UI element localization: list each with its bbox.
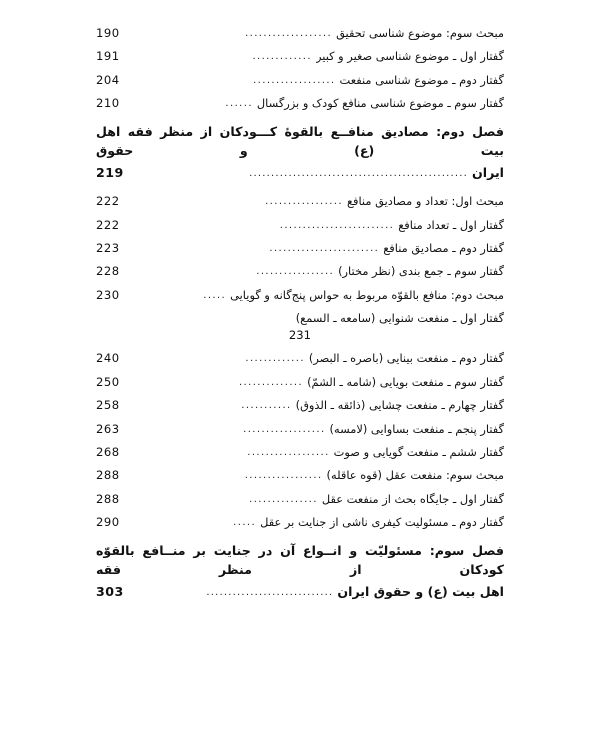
toc-leader: .............................	[206, 587, 334, 599]
toc-entry-title: گفتار اول ـ جایگاه بحث از منفعت عقل	[321, 491, 504, 506]
toc-leader: ..................	[243, 423, 326, 435]
toc-entry-page: 240	[96, 351, 120, 366]
toc-entry-page: 223	[96, 240, 120, 255]
toc-entry-page: 288	[96, 468, 120, 483]
toc-leader: ..................	[253, 74, 336, 86]
toc-entry-page: 290	[96, 515, 120, 530]
toc-entry[interactable]	[96, 49, 504, 64]
toc-entry-title: گفتار دوم ـ موضوع شناسی منفعت	[339, 72, 504, 87]
toc-entry[interactable]	[96, 218, 504, 233]
toc-leader: ...............	[249, 493, 318, 505]
toc-chapter-title-line2-row	[96, 583, 504, 602]
toc-entry[interactable]	[96, 422, 504, 437]
toc-chapter-entry[interactable]	[96, 123, 504, 183]
toc-entry[interactable]	[96, 375, 504, 390]
toc-entry-page: 268	[96, 445, 120, 459]
toc-chapter-title-line2-row	[96, 164, 504, 183]
toc-leader: ..............	[238, 376, 304, 388]
toc-entry-page: 303	[96, 584, 124, 600]
toc-entry-page: 191	[96, 49, 120, 64]
toc-entry-page: 228	[96, 264, 120, 279]
toc-chapter-title-line2: ایران	[472, 165, 504, 181]
toc-entry-page: 204	[96, 72, 120, 87]
toc-entry[interactable]	[96, 398, 504, 413]
toc-entry[interactable]	[96, 288, 504, 303]
toc-leader: .....	[233, 517, 257, 529]
toc-leader: .................	[265, 196, 343, 208]
toc-entry[interactable]	[96, 194, 504, 209]
toc-entry-page: 219	[96, 165, 124, 181]
toc-entry-page: 263	[96, 421, 120, 436]
toc-leader: ...........	[241, 400, 292, 412]
toc-entry-title: گفتار دوم ـ مصادیق منافع	[383, 240, 504, 255]
toc-entry-page: 230	[96, 287, 120, 302]
toc-entry[interactable]	[96, 492, 504, 507]
toc-entry[interactable]	[96, 264, 504, 279]
toc-leader: ..................	[247, 447, 330, 458]
toc-entry-title: مبحث اول: تعداد و مصادیق منافع	[346, 194, 504, 209]
toc-leader: .................	[256, 266, 335, 278]
toc-entry-page: 288	[96, 491, 120, 506]
toc-entry-title: گفتار اول ـ تعداد منافع	[398, 217, 504, 232]
toc-leader: .................	[244, 470, 323, 482]
toc-entry-title: مبحث سوم: منفعت عقل (قوه عاقله)	[326, 468, 504, 483]
toc-leader: .............	[245, 353, 305, 365]
toc-entry-page: 190	[96, 26, 120, 40]
toc-entry[interactable]	[96, 311, 504, 343]
toc-entry-page: 258	[96, 398, 120, 413]
toc-entry-title: گفتار سوم ـ موضوع شناسی منافع کودک و بزرگسال	[256, 96, 504, 111]
toc-entry-page: 210	[96, 96, 120, 111]
toc-entry-page: 231	[288, 328, 312, 343]
toc-leader: ...................	[245, 28, 333, 39]
toc-entry-title: مبحث دوم: منافع بالقوّه مربوط به حواس پنج‌گانه و گویایی	[230, 287, 504, 302]
toc-entry-title: گفتار دوم ـ منفعت بینایی (باصره ـ البصر)	[308, 351, 504, 366]
toc-entry-title: مبحث سوم: موضوع شناسی تحقیق	[336, 26, 504, 40]
toc-entry[interactable]	[96, 241, 504, 256]
toc-leader: .............	[252, 51, 312, 63]
toc-entry-title: گفتار دوم ـ مسئولیت کیفری ناشی از جنایت بر عقل	[260, 515, 504, 530]
toc-leader: ..................................................	[249, 168, 469, 180]
toc-entry-page: 250	[96, 374, 120, 389]
toc-entry-page: 222	[96, 217, 120, 232]
table-of-contents	[96, 26, 504, 602]
toc-entry-title: گفتار پنجم ـ منفعت بساوایی (لامسه)	[329, 421, 504, 436]
toc-entry-page: 222	[96, 194, 120, 209]
toc-entry-title: گفتار سوم ـ منفعت بویایی (شامه ـ الشمّ)	[307, 374, 504, 389]
toc-entry[interactable]	[96, 445, 504, 460]
toc-chapter-title-line1: فصل دوم: مصادیق منافــع بالقوۀ کـــودکان از منظر فقه اهل بیت (ع) و حقوق	[96, 124, 504, 159]
toc-chapter-title-line1: فصل سوم: مسئولیّت و انــواع آن در جنایت بر منــافع بالقوّه کودکان از منظر فقه	[96, 543, 504, 578]
toc-entry[interactable]	[96, 26, 504, 41]
toc-entry[interactable]	[96, 468, 504, 483]
toc-chapter-entry[interactable]	[96, 542, 504, 602]
toc-leader: ......	[225, 98, 253, 110]
toc-entry-title: گفتار سوم ـ جمع بندی (نظر مختار)	[338, 264, 504, 279]
toc-entry[interactable]	[96, 351, 504, 366]
toc-entry[interactable]	[96, 96, 504, 111]
toc-chapter-title-line2: اهل بیت (ع) و حقوق ایران	[337, 584, 504, 600]
toc-entry-title: گفتار اول ـ منفعت شنوایی (سامعه ـ السمع)	[295, 311, 504, 326]
toc-entry[interactable]	[96, 515, 504, 530]
toc-entry-title: گفتار ششم ـ منفعت گویایی و صوت	[333, 445, 504, 459]
toc-entry[interactable]	[96, 73, 504, 88]
toc-leader: ........................	[269, 242, 380, 254]
toc-leader: .....	[203, 289, 227, 301]
toc-entry-row	[96, 311, 504, 326]
toc-entry-title: گفتار چهارم ـ منفعت چشایی (ذائقه ـ الذوق)	[295, 398, 504, 413]
toc-leader: .........................	[279, 219, 395, 231]
toc-entry-title: گفتار اول ـ موضوع شناسی صغیر و کبیر	[315, 49, 504, 64]
